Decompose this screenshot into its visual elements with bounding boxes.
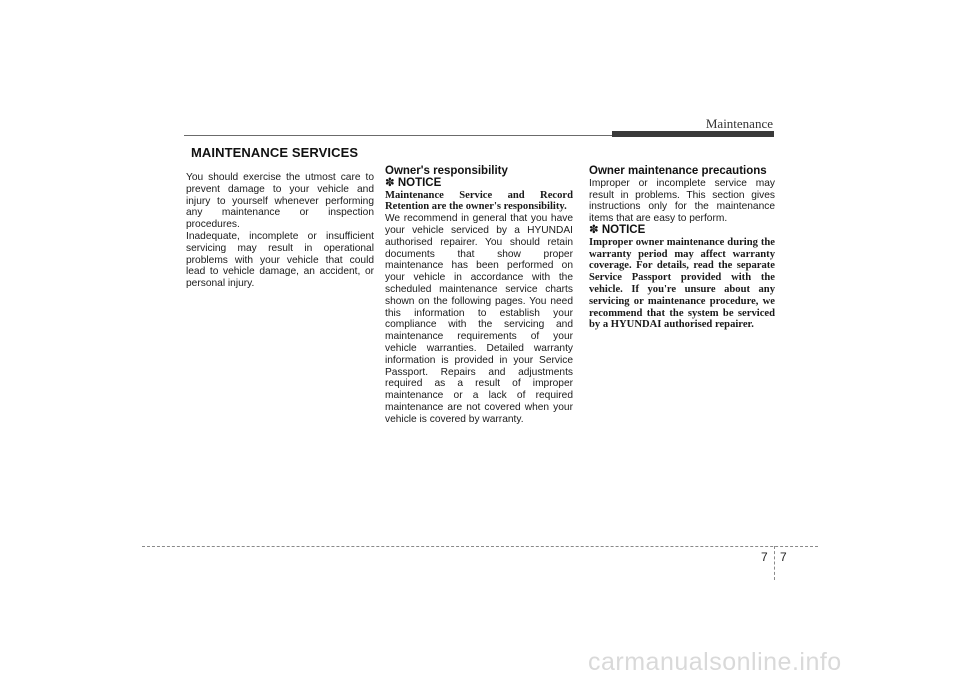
notice-title: ✽ NOTICE [589,223,646,236]
page-number: 7 [780,550,787,564]
notice-title: ✽ NOTICE [385,176,442,189]
precautions-paragraph: Improper or incomplete service may result in problems. This section gives instructions only for the maintenance items that are easy to perform. [589,177,775,225]
notice-body: Improper owner maintenance during the warranty period may affect warranty coverage. For details, read the separate Service Passport provided with the vehicle. If you're unsure about any servicing or maintenance procedure, we recommend that the system be serviced by a HYUNDAI authorised repairer. [589,236,775,331]
chapter-number: 7 [761,550,768,564]
owner-precautions-heading: Owner maintenance precautions [589,165,767,177]
notice-body: Maintenance Service and Record Retention are the owner's responsibility. [385,189,573,213]
intro-paragraph-1: You should exercise the utmost care to prevent damage to your vehicle and injury to yourself whenever performing any maintenance or inspection procedures. [186,172,374,231]
column-owners-responsibility [385,166,573,426]
section-title: MAINTENANCE SERVICES [191,145,359,160]
owners-responsibility-heading: Owner's responsibility [385,165,508,177]
watermark-text: carmanualsonline.info [588,648,842,676]
intro-paragraph-2: Inadequate, incomplete or insufficient servicing may result in operational problems with your vehicle that could lead to vehicle damage, an accident, or personal injury. [186,230,374,290]
responsibility-paragraph: We recommend in general that you have your vehicle serviced by a HYUNDAI authorised repairer. You should retain documents that show proper maintenance has been performed on your vehicle in accordance with the scheduled maintenance service charts shown on the following pages. You need this information to establish your compliance with the servicing and maintenance requirements of your vehicle warranties. Detailed warranty information is provided in your Service Passport. Repairs and adjustments required as a result of improper maintenance or a lack of required maintenance are not covered when your vehicle is covered by warranty. [385,213,573,425]
running-header-title: Maintenance [705,116,773,131]
header-rule-accent [612,131,774,137]
page-number-divider [774,546,775,580]
column-intro [186,166,374,290]
column-owner-precautions [589,166,775,331]
footer-rule [142,546,818,547]
